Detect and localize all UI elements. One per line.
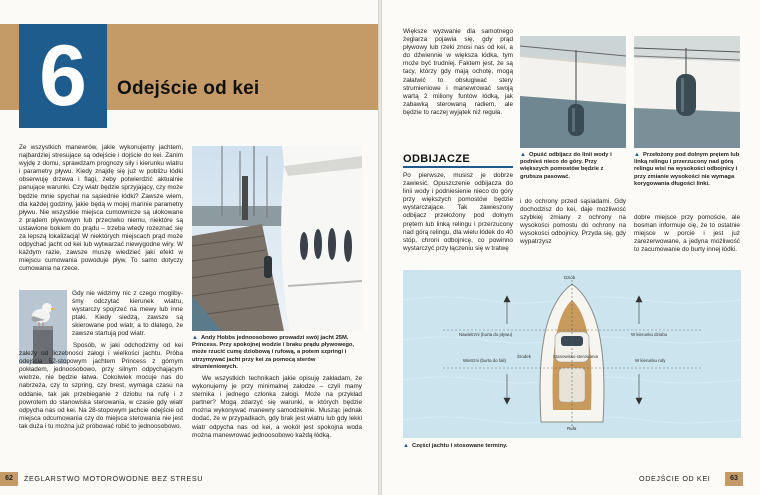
book-gutter [378, 0, 382, 495]
diagram-label-right-mid: W kierunku rufy [635, 358, 666, 363]
fender-caption-1-text: Opuść odbijacz do linii wody i podnieś nieco do góry. Przy większych pomostów będzie z grubsza pasować. [520, 152, 612, 180]
fender-photo-2 [634, 36, 740, 148]
section-title: ODBIJACZE [403, 153, 471, 165]
diagram-label-bow: Dziób [564, 275, 576, 280]
diagram-label-helm: Stanowisko sterowania [553, 354, 598, 359]
fender-caption-2 [634, 152, 740, 188]
right-page [380, 0, 760, 495]
fender-paragraph-3: dobre miejsce przy pomoście, ale bosman informuje cię, że to ostatnie miejsce w porcie i jest już zarezerwowane, a jedyna możliwość to zacumowanie do burty innej łódki. [634, 214, 740, 254]
seagull-paragraph: Gdy nie widzimy nic z czego moglibyśmy odczytać kierunek wiatru, wystarczy spojrzeć na mewy lub inne ptaki. Kiedy siedzą, zawsze są skierowane pod wiatr, a to dlatego, że zawsze startują pod wiatr. [72, 290, 183, 338]
diagram-label-left-top: Nawietrzni (burta do pływu) [459, 332, 513, 337]
chapter-title: Odejście od kei [117, 78, 260, 99]
left-page-number: 62 [0, 472, 18, 486]
right-running-footer: ODEJŚCIE OD KEI [639, 474, 711, 483]
diagram-label-left-mid: Wietrzni (burta do fali) [463, 358, 506, 363]
fender-paragraph-2: i do ochrony przed sąsiadami. Gdy dochodzisz do kei, daje możliwość szybkiej zmiany z ochrony na wysokości pomostu do ochrony na wysokości odbojnicy. Przyda się, gdy wypatrzysz [520, 198, 626, 246]
diagram-caption [403, 443, 603, 450]
marina-photo [192, 146, 362, 331]
technique-paragraph: We wszystkich technikach jakie opisuję zakładam, że wykonujemy je przy minimalnej załodze – czyli mamy sternika i jednego członka załogi. Może na przykład partner? Mogą zdarzyć się warunki, w których będzie można wykonywać manewry samodzielnie. Musząc jednak dodać, że w przypadkach, gdy brak jest wiatru lub gdy lekki wiatr odpycha nas od kei, a wokół jest spokojna woda można manewrować jednoosobowo każdą łódką. [192, 375, 362, 439]
section-rule [403, 166, 513, 168]
right-page-number: 63 [725, 472, 743, 486]
fender-photo-1 [520, 36, 626, 148]
fender-caption-1 [520, 152, 626, 181]
intro-continued-paragraph: Większe wyzwanie dla samotnego żeglarza pojawia się, gdy prąd pływowy lub rzeki znosi nas od kei, a do dźwiennie w większa łódka, tym może być trudniej. Faktem jest, że są tacy, którzy gdy mają ochotę, mogą załatwić to obsługiwać stery strumieniowe i manewrować swoją wartą 2 miliony funtów łódką, jak zabawką sterowaną radiem, ale będzie to raczej wyjątek niż reguła. [403, 28, 513, 116]
caption-triangle-icon: ▲ [192, 335, 198, 341]
fender-paragraph: Po pierwsze, musisz je dobrze zawiesić. Opuszczenie odbijacza do linii wody i podniesienie nieco do góry przy większych pomostów będzie wystarczające. Tak zawieszony odbijacz przełożony pod dolnym prętem lub linką relingu i przerzucony nad górą relingu, dla wielu łódek do 40 stóp, chroni odbojnicę, co powinno wystarczyć przy łączeniu się w tratwę [403, 172, 513, 252]
caption-triangle-icon: ▲ [634, 152, 640, 158]
crew-paragraph: Sposób, w jaki odchodzimy od kei zależy od liczebności załogi i wielkości jachtu. Próba odejścia 52-stopowym jachtem Princess z górnym pokładem, jednoosobowo, przy silnym odpychającym wietrze, nie będzie łatwa. Cokolwiek mocuje nas do nabrzeża, czy to szpring, czy brest, wymaga czasu na oddanie, tak jak przebieganie z dziobu na rufę i z powrotem do stanowiska sterowania, w czasie gdy wiatr odpycha nas od kei. Na 28-stopowym jachcie odejście od miejsca odcumowania czy do miejsca sterowania nie jest tak duża i tu można już próbować robić to jednoosobowo. [19, 342, 183, 430]
diagram-label-stern: Rufa [567, 426, 577, 431]
caption-triangle-icon: ▲ [520, 152, 526, 158]
marina-photo-caption [192, 335, 362, 371]
intro-paragraph: Ze wszystkich manewrów, jakie wykonujemy jachtem, najbardziej stresujące są odejście i dojście do kei. Zanim wyjdę z domu, sprawdzam prognozy siły i kierunku wiatru i parametry pływu. Kiedy znajdę się już w pobliżu łódki obserwuję drzewa i flagi, żeby potwierdzić aktualnie panujące warunki. Czy wiatr będzie sprzyjający, czy może będzie mnie spychał na sąsiednie łódki? Zawsze wiem, dla każdej godziny, jakie będą w mojej marinie parametry pływu. Nie wszystkie miejsca cumownicze są ulokowane z prądem pływowym lub przeciwko niemu, niektóre są ustawione bokiem do prądu – trzeba wtedy rozeznać się za lepszą lokalizacją! W niektórych miejscach prąd może odpychać jacht od kei lub wytwarzać niewygodne wiry. W każdym razie, zawsze muszę wiedzieć jaki efekt w miejscu cumowania powoduje pływ. To samo dotyczy cumowania na rzece. [19, 144, 183, 273]
diagram-caption-text: Części jachtu i stosowane terminy. [411, 443, 508, 449]
chapter-number: 6 [19, 24, 107, 128]
diagram-label-right-top: W kierunku dziobu [631, 332, 668, 337]
left-running-footer: ŻEGLARSTWO MOTOROWODNE BEZ STRESU [24, 474, 203, 483]
fender-caption-2-text: Przełożony pod dolnym prętem lub linką relingu i przerzucony nad górą relingu wisi na wysokości odbojnicy i przy zmianie wysokości nie wymaga korygowania długości linki. [634, 152, 740, 187]
caption-triangle-icon: ▲ [403, 443, 409, 449]
diagram-label-midships: Środek [517, 354, 531, 359]
yacht-parts-diagram [403, 270, 741, 438]
marina-caption-text: Andy Hobbs jednoosobowo prowadzi swój jacht 25M. Princess. Przy spokojnej wodzie i braku prądu pływowego, może rzucić cumę dziobową i rufową, a potem szpringi i utrzymywać jacht przy kei za pomocą sterów strumieniowych. [192, 335, 355, 370]
